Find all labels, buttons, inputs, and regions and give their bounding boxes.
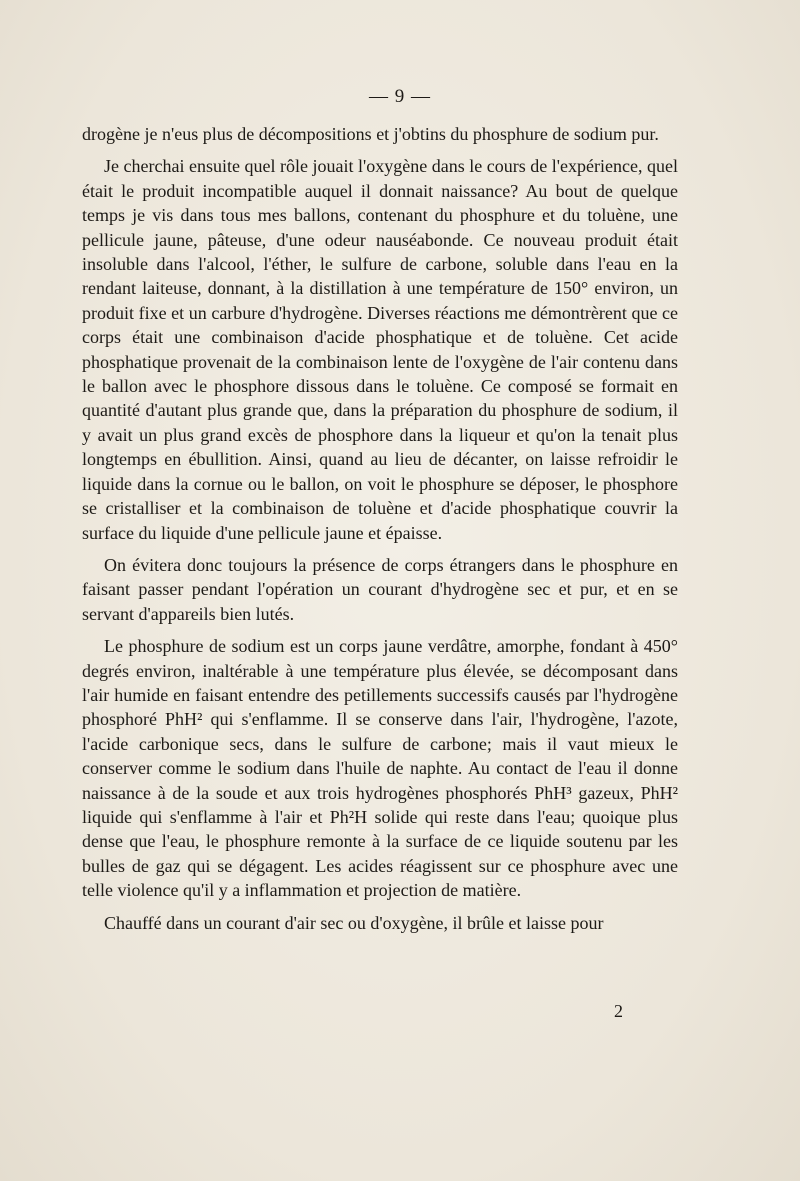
paragraph: Le phosphure de sodium est un corps jaune verdâtre, amorphe, fondant à 450° degrés environ, inaltérable à une température plus élevée, se décomposant dans l'air humide en faisant entendre des petillements successifs causés par l'hydrogène phosphoré PhH² qui s'enflamme. Il se conserve dans l'air, l'hydrogène, l'azote, l'acide carbonique secs, dans le sulfure de carbone; mais il vaut mieux le conserver comme le sodium dans l'huile de naphte. Au contact de l'eau il donne naissance à de la soude et aux trois hydrogènes phosphorés PhH³ gazeux, PhH² liquide qui s'enflamme à l'air et Ph²H solide qui reste dans l'eau; quoique plus dense que l'eau, le phosphure remonte à la surface de ce liquide soutenu par les bulles de gaz qui se dégagent. Les acides réagissent sur ce phosphure avec une telle violence qu'il y a inflammation et projection de matière. [82,636,678,901]
paragraph: On évitera donc toujours la présence de corps étrangers dans le phosphure en faisant passer pendant l'opération un courant d'hydrogène sec et pur, et en se servant d'appareils bien lutés. [82,554,678,624]
signature-mark: 2 [614,1001,623,1021]
paragraph: drogène je n'eus plus de décompositions et j'obtins du phosphure de sodium pur. [82,124,659,144]
paragraph: Je cherchai ensuite quel rôle jouait l'oxygène dans le cours de l'expérience, quel était le produit incompatible auquel il donnait naissance? Au bout de quelque temps je vis dans tous mes ballons, contenant du phosphure et du toluène, une pellicule jaune, pâteuse, d'une odeur nauséabonde. Ce nouveau produit était insoluble dans l'alcool, l'éther, le sulfure de carbone, soluble dans l'eau en la rendant laiteuse, donnant, à la distillation à une température de 150° environ, un produit fixe et un carbure d'hydrogène. Diverses réactions me démontrèrent que ce corps était une combinaison d'acide phosphatique et de toluène. Cet acide phosphatique provenait de la combinaison lente de l'oxygène de l'air contenu dans le ballon avec le phosphore dissous dans le toluène. Ce composé se formait en quantité d'autant plus grande que, dans la préparation du phosphure de sodium, il y avait un plus grand excès de phosphore dans la liqueur et qu'on la tenait plus longtemps en ébullition. Ainsi, quand au lieu de décanter, on laisse refroidir le liquide dans la cornue ou le ballon, on voit le phosphure se déposer, le phosphore se cristalliser et la combinaison de toluène et d'acide phosphatique couvrir la surface du liquide d'une pellicule jaune et épaisse. [82,156,678,543]
body-text [82,122,678,935]
page-number: — 9 — [369,86,431,107]
paragraph: Chauffé dans un courant d'air sec ou d'oxygène, il brûle et laisse pour [104,912,604,933]
